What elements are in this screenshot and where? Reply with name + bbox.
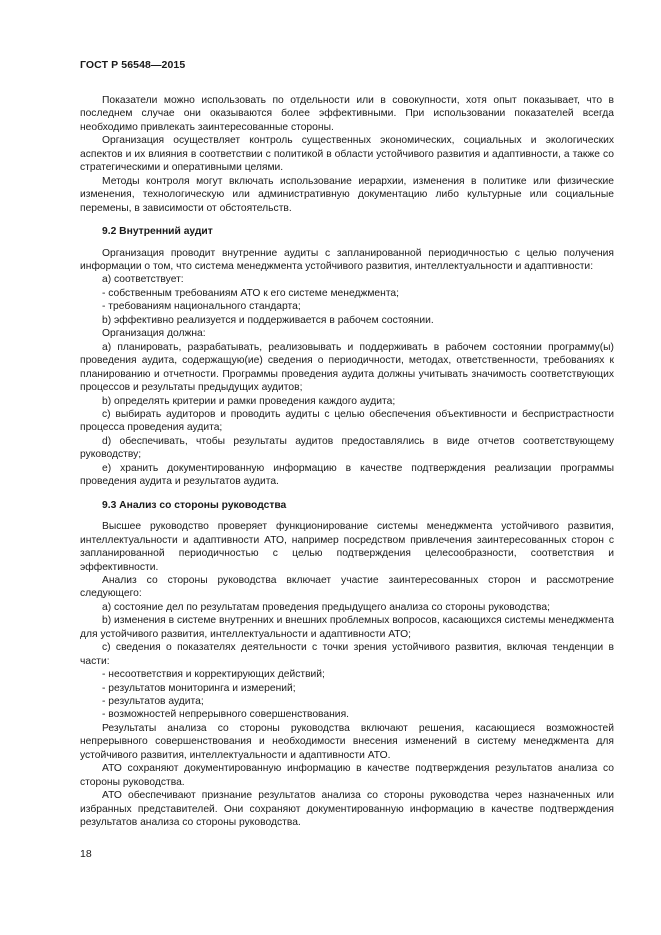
list-item: e) хранить документированную информацию в качестве подтверждения реализации программы проведения аудита и результатов аудита. (80, 462, 614, 488)
document-body (80, 94, 614, 830)
document-header: ГОСТ Р 56548—2015 (80, 59, 186, 71)
list-item: c) выбирать аудиторов и проводить аудиты с целью обеспечения объективности и беспристрастности процесса проведения аудита; (80, 408, 614, 434)
list-item: a) соответствует: (102, 274, 184, 286)
paragraph: Показатели можно использовать по отдельности или в совокупности, хотя опыт показывает, что в последнем случае они оказываются более эффективными. При использовании показателей всегда необходимо привлекать заинтересованные стороны. (80, 95, 614, 133)
paragraph: Организация осуществляет контроль существенных экономических, социальных и экологических аспектов и их влияния в соответствии с политикой в области устойчивого развития и адаптивности, а также со стратегическими и оперативными целями. (80, 135, 614, 174)
paragraph: АТО обеспечивают признание результатов анализа со стороны руководства через назначенных или избранных представителей. Они сохраняют документированную информацию в качестве подтверждения результатов анализа со стороны руководства. (80, 790, 614, 829)
list-item: d) обеспечивать, чтобы результаты аудитов предоставлялись в виде отчетов соответствующему руководству; (80, 435, 614, 461)
paragraph: Организация проводит внутренние аудиты с запланированной периодичностью с целью получения информации о том, что система менеджмента устойчивого развития, интеллектуальности и адаптивности: (80, 247, 614, 272)
paragraph: Методы контроля могут включать использование иерархии, изменения в политике или физические изменения, технологическую или административную документацию либо культурные или социальные перемены, в зависимости от обстоятельств. (80, 175, 614, 214)
paragraph: Результаты анализа со стороны руководства включают решения, касающиеся возможностей непрерывного совершенствования и необходимости внесения изменений в систему менеджмента для устойчивого развития, интеллектуальности и адаптивности АТО. (80, 722, 614, 761)
list-item: b) определять критерии и рамки проведения каждого аудита; (102, 395, 396, 407)
list-item: - требованиям национального стандарта; (102, 301, 301, 313)
list-item: b) эффективно реализуется и поддерживается в рабочем состоянии. (102, 314, 434, 326)
list-item: a) состояние дел по результатам проведения предыдущего анализа со стороны руководства; (102, 601, 550, 613)
page-number: 18 (80, 848, 92, 860)
paragraph: Организация должна: (102, 328, 206, 340)
paragraph: Анализ со стороны руководства включает участие заинтересованных сторон и рассмотрение следующего: (80, 574, 614, 600)
list-item: - собственным требованиям АТО к его системе менеджмента; (102, 287, 400, 299)
list-item: - результатов аудита; (102, 696, 204, 708)
list-item: c) сведения о показателях деятельности с точки зрения устойчивого развития, включая тенденции в части: (80, 642, 614, 667)
list-item: - результатов мониторинга и измерений; (102, 682, 296, 694)
list-item: - несоответствия и корректирующих действий; (102, 669, 325, 681)
list-item: b) изменения в системе внутренних и внешних проблемных вопросов, касающихся системы менеджмента для устойчивого развития, интеллектуальности и адаптивности АТО; (80, 615, 614, 640)
list-item: a) планировать, разрабатывать, реализовывать и поддерживать в рабочем состоянии программу(ы) проведения аудита, содержащую(ие) сведения о периодичности, методах, ответственности, требованиях к планированию и отчетности. Программы проведения аудита должны учитывать значимость соответствующих процессов и результаты предыдущих аудитов; (80, 341, 614, 394)
paragraph: Высшее руководство проверяет функционирование системы менеджмента устойчивого развития, интеллектуальности и адаптивности АТО, например посредством привлечения заинтересованных сторон с запланированной периодичностью с целью подтверждения целесообразности, соответствия и эффективности. (80, 521, 614, 573)
section-heading-9-3: 9.3 Анализ со стороны руководства (102, 499, 287, 511)
section-heading-9-2: 9.2 Внутренний аудит (102, 226, 213, 238)
paragraph: АТО сохраняют документированную информацию в качестве подтверждения результатов анализа со стороны руководства. (80, 763, 614, 788)
list-item: - возможностей непрерывного совершенствования. (102, 709, 349, 721)
